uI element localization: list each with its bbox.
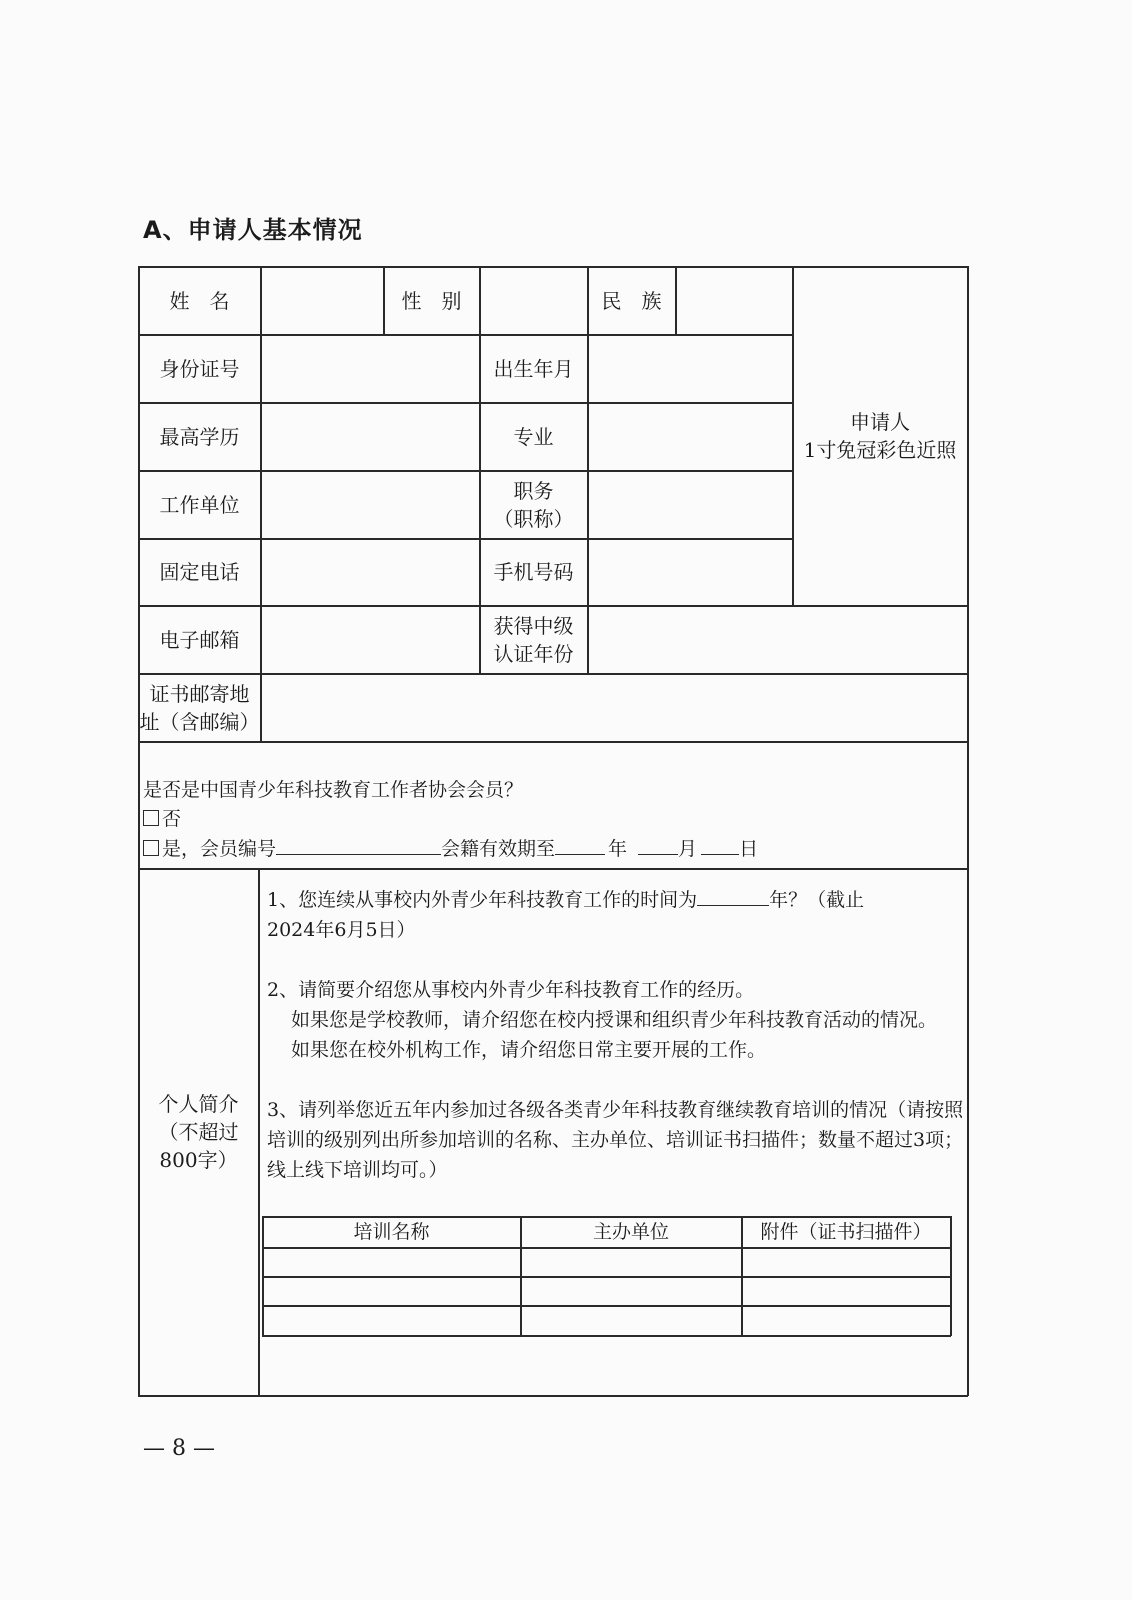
valid-year-field[interactable]	[555, 834, 605, 855]
day-label: 日	[739, 838, 759, 860]
training-row-2-name[interactable]	[263, 1277, 520, 1305]
q1-part-a: 1、您连续从事校内外青少年科技教育工作的时间为	[267, 889, 698, 911]
profile-label-line2: （不超过	[158, 1120, 239, 1144]
member-number-field[interactable]	[276, 834, 441, 855]
address-label-line1: 证书邮寄地	[149, 681, 250, 706]
mid-cert-label-line2: 认证年份	[493, 641, 574, 666]
name-label: 姓 名	[169, 288, 230, 313]
q2-external: 如果您在校外机构工作，请介绍您日常主要开展的工作。	[291, 1039, 767, 1061]
work-unit-label: 工作单位	[159, 492, 240, 517]
training-row-1-name[interactable]	[263, 1248, 520, 1276]
training-col-name: 培训名称	[353, 1221, 430, 1243]
photo-label-line2: 1寸免冠彩色近照	[803, 438, 957, 462]
name-field[interactable]	[261, 267, 383, 334]
photo-placeholder[interactable]	[793, 267, 967, 605]
membership-section	[143, 776, 758, 864]
landline-label: 固定电话	[159, 560, 240, 584]
mobile-field[interactable]	[588, 539, 792, 605]
education-label: 最高学历	[159, 424, 240, 449]
id-label: 身份证号	[159, 356, 240, 381]
question-2: 2、请简要介绍您从事校内外青少年科技教育工作的经历。	[267, 979, 755, 1001]
col-line	[258, 868, 260, 1395]
position-label	[480, 471, 587, 538]
q2-teacher: 如果您是学校教师，请介绍您在校内授课和组织青少年科技教育活动的情况。	[291, 1009, 938, 1031]
valid-month-field[interactable]	[638, 834, 678, 855]
valid-day-field[interactable]	[701, 834, 739, 855]
membership-question: 是否是中国青少年科技教育工作者协会会员？	[143, 779, 524, 801]
membership-no-row	[143, 805, 758, 834]
position-field[interactable]	[588, 471, 792, 538]
training-col-attachment: 附件（证书扫描件）	[760, 1221, 932, 1243]
position-label-line2: （职称）	[493, 506, 574, 531]
gender-field[interactable]	[480, 267, 587, 334]
years-field[interactable]	[697, 885, 769, 906]
training-row-1-attachment[interactable]	[742, 1248, 950, 1276]
birth-field[interactable]	[588, 335, 792, 402]
position-label-line1: 职务	[513, 478, 554, 503]
table-border-bottom	[138, 1395, 968, 1397]
id-field[interactable]	[261, 335, 479, 402]
training-row-3-attachment[interactable]	[742, 1306, 950, 1335]
address-label	[139, 674, 260, 741]
profile-label-line1: 个人简介	[158, 1092, 239, 1116]
question-1	[267, 885, 970, 915]
landline-field[interactable]	[261, 539, 479, 605]
q1-part-c: 2024年6月5日）	[267, 919, 416, 941]
section-title: A、申请人基本情况	[143, 216, 363, 244]
no-option-label: 否	[162, 808, 182, 830]
photo-label-line1: 申请人	[850, 410, 910, 434]
row-line	[138, 868, 968, 870]
ethnicity-field[interactable]	[676, 267, 792, 334]
valid-until-label: 会籍有效期至	[441, 838, 556, 860]
yes-checkbox[interactable]	[143, 840, 159, 856]
question-3: 3、请列举您近五年内参加过各级各类青少年科技教育继续教育培训的情况（请按照培训的级别列出所参加培训的名称、主办单位、培训证书扫描件；数量不超过3项；线上线下培训均可。）	[267, 1099, 964, 1181]
profile-content	[267, 885, 970, 1185]
training-col-line	[950, 1216, 952, 1336]
page-number: — 8 —	[143, 1436, 215, 1461]
training-row-1-host[interactable]	[521, 1248, 741, 1276]
education-field[interactable]	[261, 403, 479, 470]
month-label: 月	[678, 838, 698, 860]
q1-part-b: 年？（截止	[769, 889, 865, 911]
membership-yes-row	[143, 834, 758, 864]
major-label: 专业	[513, 424, 554, 449]
major-field[interactable]	[588, 403, 792, 470]
yes-option-label: 是，会员编号	[162, 838, 277, 860]
mid-cert-label-line1: 获得中级	[493, 613, 574, 638]
address-label-line2: 址（含邮编）	[139, 709, 260, 734]
gender-label: 性 别	[401, 288, 462, 313]
ethnicity-label: 民 族	[601, 288, 662, 313]
mid-cert-field[interactable]	[588, 606, 967, 673]
training-col-host: 主办单位	[592, 1221, 669, 1243]
training-row-3-name[interactable]	[263, 1306, 520, 1335]
profile-label	[139, 869, 258, 1395]
email-field[interactable]	[261, 606, 479, 673]
address-field[interactable]	[261, 674, 967, 741]
mid-cert-label	[480, 606, 587, 673]
training-row-2-host[interactable]	[521, 1277, 741, 1305]
birth-label: 出生年月	[493, 356, 574, 381]
work-unit-field[interactable]	[261, 471, 479, 538]
mobile-label: 手机号码	[493, 560, 574, 584]
row-line	[138, 741, 968, 743]
no-checkbox[interactable]	[143, 810, 159, 826]
training-row-3-host[interactable]	[521, 1306, 741, 1335]
year-label: 年	[608, 838, 628, 860]
profile-label-line3: 800字）	[159, 1148, 238, 1172]
training-border-bottom	[262, 1335, 951, 1337]
training-row-2-attachment[interactable]	[742, 1277, 950, 1305]
email-label: 电子邮箱	[159, 627, 240, 652]
table-border-right	[967, 266, 969, 1396]
